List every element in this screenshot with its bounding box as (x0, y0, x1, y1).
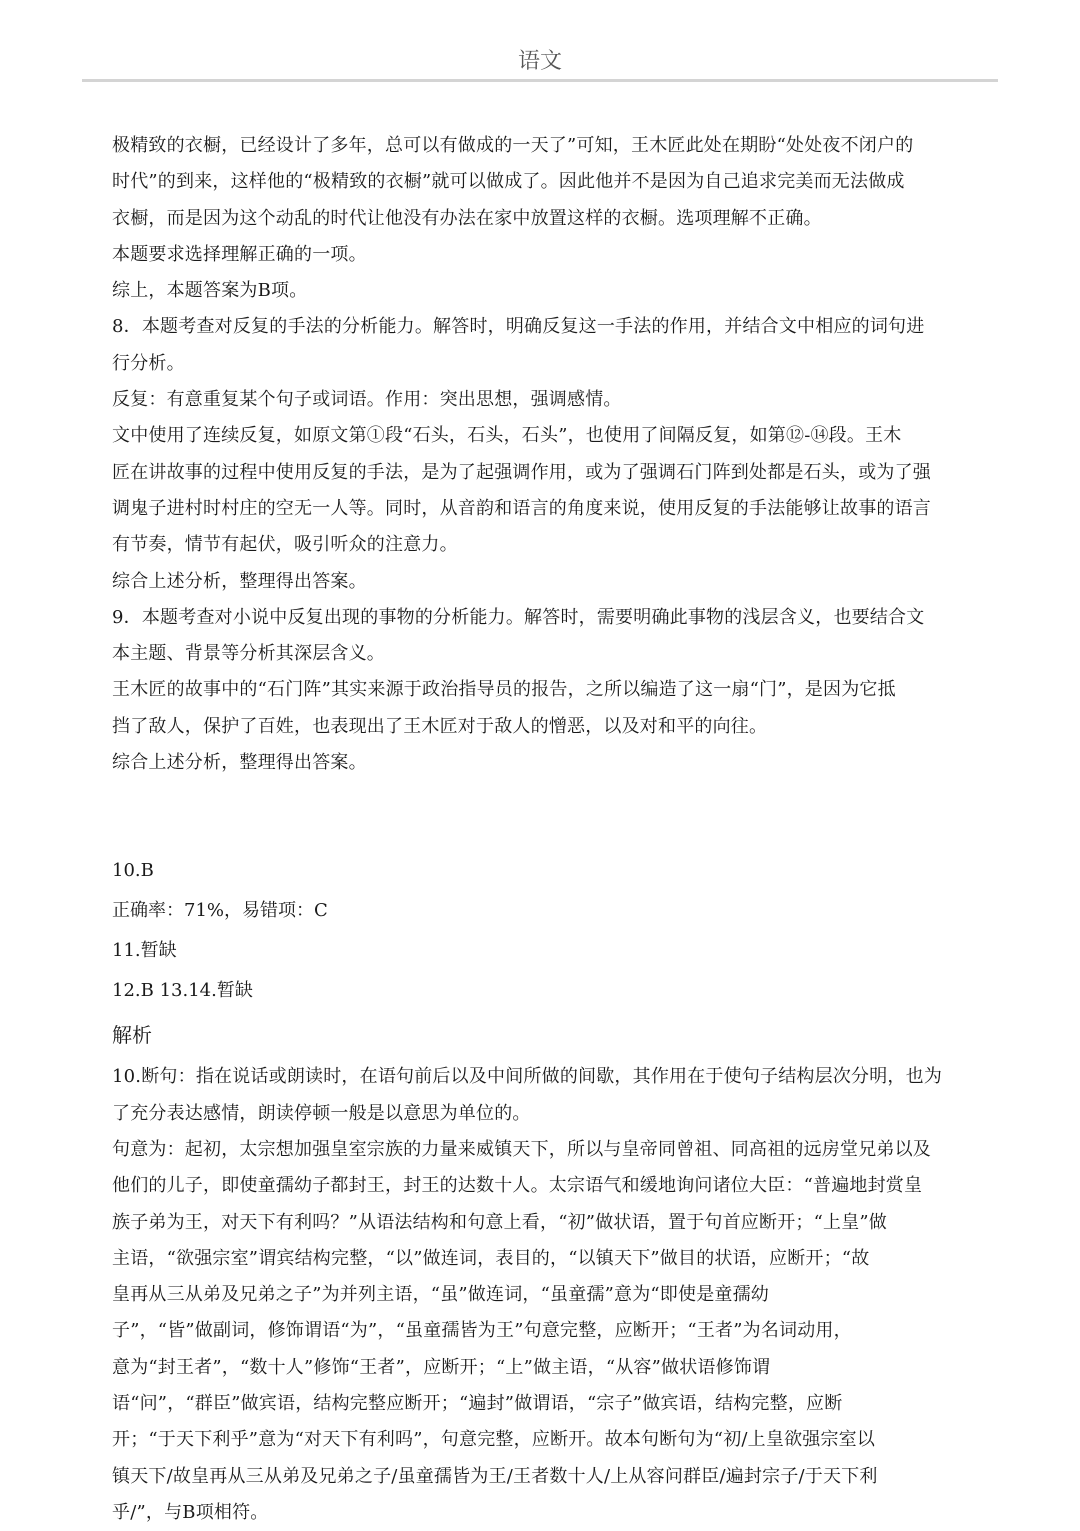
answer-q11: 11.暂缺 (112, 940, 177, 962)
text-line: 乎/”，与B项相符。 (112, 1501, 269, 1523)
text-line: 极精致的衣橱，已经设计了多年，总可以有做成的一天了”可知，王木匠此处在期盼“处处夜不闭户的 (112, 135, 914, 156)
text-line: 语“问”，“群臣”做宾语，结构完整应断开；“遍封”做谓语，“宗子”做宾语，结构完整，应断 (112, 1393, 843, 1415)
page-title: 语文 (517, 49, 562, 74)
text-line: 时代”的到来，这样他的“极精致的衣橱”就可以做成了。因此他并不是因为自己追求完美而无法做成 (112, 171, 905, 193)
text-line: 综上，本题答案为B项。 (112, 280, 308, 302)
text-line: 文中使用了连续反复，如原文第①段“石头，石头，石头”，也使用了间隔反复，如第⑫-⑭段。王木 (112, 425, 902, 447)
answer-q12-14: 12.B 13.14.暂缺 (112, 980, 253, 1002)
text-line: 匠在讲故事的过程中使用反复的手法，是为了起强调作用，或为了强调石门阵到处都是石头，或为了强 (112, 461, 931, 483)
text-line: 调鬼子进村时村庄的空无一人等。同时，从音韵和语言的角度来说，使用反复的手法能够让故事的语言 (112, 497, 931, 519)
answers-block (112, 851, 1000, 1011)
analysis-heading: 解析 (112, 1023, 152, 1048)
text-line: 本主题、背景等分析其深层含义。 (112, 643, 385, 665)
answer-q10-stats: 正确率：71%，易错项：C (112, 900, 328, 922)
text-line: 反复：有意重复某个句子或词语。作用：突出思想，强调感情。 (112, 389, 622, 411)
page-header (82, 0, 998, 82)
text-line: 主语，“欲强宗室”谓宾结构完整，“以”做连词，表目的，“以镇天下”做目的状语，应断开；“故 (112, 1247, 870, 1269)
text-line: 子”，“皆”做副词，修饰谓语“为”，“虽童孺皆为王”句意完整，应断开；“王者”为名词动用， (112, 1320, 852, 1342)
answer-q10: 10.B (112, 860, 154, 882)
text-line: 句意为：起初，太宗想加强皇室宗族的力量来威镇天下，所以与皇帝同曾祖、同高祖的远房堂兄弟以及 (112, 1138, 931, 1160)
text-line: 族子弟为王，对天下有利吗？”从语法结构和句意上看，“初”做状语，置于句首应断开；“上皇”做 (112, 1211, 888, 1233)
text-line: 镇天下/故皇再从三从弟及兄弟之子/虽童孺皆为王/王者数十人/上从容问群臣/遍封宗子/于天下利 (112, 1465, 878, 1487)
text-line: 10.断句：指在说话或朗读时，在语句前后以及中间所做的间歇，其作用在于使句子结构层次分明，也为 (112, 1066, 943, 1088)
text-line: 本题要求选择理解正确的一项。 (112, 243, 367, 265)
text-line: 综合上述分析，整理得出答案。 (112, 570, 367, 592)
document-body (112, 128, 1000, 1531)
header-divider (82, 79, 998, 82)
text-line: 皇再从三从弟及兄弟之子”为并列主语，“虽”做连词，“虽童孺”意为“即使是童孺幼 (112, 1284, 770, 1306)
text-line: 开；“于天下利乎”意为“对天下有利吗”，句意完整，应断开。故本句断句为“初/上皇欲强宗室以 (112, 1429, 876, 1451)
text-line: 了充分表达感情，朗读停顿一般是以意思为单位的。 (112, 1102, 531, 1124)
spacer (112, 781, 1000, 851)
text-line: 有节奏，情节有起伏，吸引听众的注意力。 (112, 534, 458, 556)
text-line: 他们的儿子，即使童孺幼子都封王，封王的达数十人。太宗语气和缓地询问诸位大臣：“普遍地封赏皇 (112, 1175, 923, 1197)
text-line: 衣橱，而是因为这个动乱的时代让他没有办法在家中放置这样的衣橱。选项理解不正确。 (112, 207, 822, 229)
text-line: 综合上述分析，整理得出答案。 (112, 752, 367, 774)
text-line: 行分析。 (112, 352, 185, 374)
analysis-block (112, 1059, 1000, 1531)
text-line: 挡了敌人，保护了百姓，也表现出了王木匠对于敌人的憎恶，以及对和平的向往。 (112, 715, 768, 737)
text-line: 王木匠的故事中的“石门阵”其实来源于政治指导员的报告，之所以编造了这一扇“门”，是因为它抵 (112, 679, 896, 701)
explanation-block (112, 128, 1000, 781)
question-9-explanation: 9．本题考查对小说中反复出现的事物的分析能力。解答时，需要明确此事物的浅层含义，也要结合文 (112, 606, 925, 628)
question-8-explanation: 8．本题考查对反复的手法的分析能力。解答时，明确反复这一手法的作用，并结合文中相应的词句进 (112, 316, 925, 338)
text-line: 意为“封王者”，“数十人”修饰“王者”，应断开；“上”做主语，“从容”做状语修饰谓 (112, 1356, 771, 1378)
